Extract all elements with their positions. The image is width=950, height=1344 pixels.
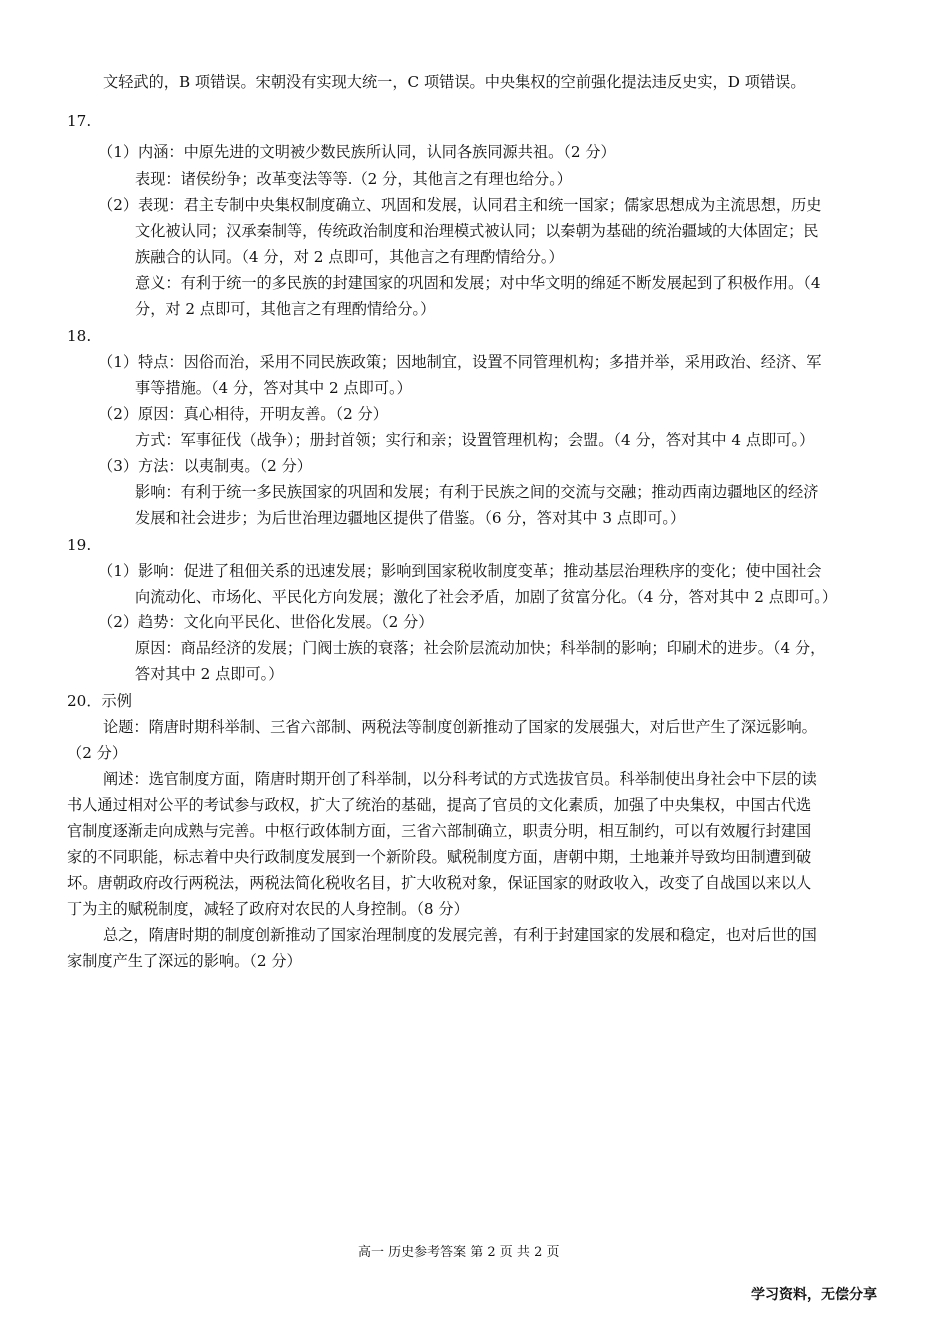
page-footer: 高一 历史参考答案 第 2 页 共 2 页 (358, 1245, 560, 1260)
text-line: 分，对 2 点即可，其他言之有理酌情给分。） (135, 300, 436, 318)
text-line: （2）表现：君主专制中央集权制度确立、巩固和发展，认同君主和统一国家；儒家思想成为主流思想，历史 (98, 196, 822, 214)
text-line: 丁为主的赋税制度，减轻了政府对农民的人身控制。（8 分） (67, 900, 469, 918)
text-line: （1）特点：因俗而治，采用不同民族政策；因地制宜，设置不同管理机构；多措并举，采用政治、经济、军 (98, 353, 822, 371)
text-line: 原因：商品经济的发展；门阀士族的衰落；社会阶层流动加快；科举制的影响；印刷术的进步。（4 分， (135, 639, 826, 657)
text-line: 总之，隋唐时期的制度创新推动了国家治理制度的发展完善，有利于封建国家的发展和稳定，也对后世的国 (103, 926, 817, 944)
text-line: 向流动化、市场化、平民化方向发展；激化了社会矛盾，加剧了贫富分化。（4 分，答对其中 2 点即可。） (135, 588, 838, 606)
text-line: 坏。唐朝政府改行两税法，两税法简化税收名目，扩大收税对象，保证国家的财政收入，改变了自战国以来以人 (67, 874, 812, 892)
question-number-20: 20．示例 (67, 692, 132, 710)
text-line: 族融合的认同。（4 分，对 2 点即可，其他言之有理酌情给分。） (135, 248, 564, 266)
text-line: 意义：有利于统一的多民族的封建国家的巩固和发展；对中华文明的绵延不断发展起到了积极作用。（4 (135, 274, 821, 292)
text-line: 影响：有利于统一多民族国家的巩固和发展；有利于民族之间的交流与交融；推动西南边疆地区的经济 (135, 483, 819, 501)
text-line: 文化被认同；汉承秦制等，传统政治制度和治理模式被认同；以秦朝为基础的统治疆域的大体固定；民 (135, 222, 819, 240)
text-line: 发展和社会进步；为后世治理边疆地区提供了借鉴。（6 分，答对其中 3 点即可。） (135, 509, 686, 527)
text-line: 论题：隋唐时期科举制、三省六部制、两税法等制度创新推动了国家的发展强大，对后世产生了深远影响。 (103, 718, 817, 736)
question-number-18: 18. (67, 327, 92, 345)
text-line: 事等措施。（4 分，答对其中 2 点即可。） (135, 379, 412, 397)
text-line: 家的不同职能，标志着中央行政制度发展到一个新阶段。赋税制度方面，唐朝中期，土地兼并导致均田制遭到破 (67, 848, 812, 866)
text-line: （3）方法：以夷制夷。（2 分） (98, 457, 312, 475)
watermark: 学习资料，无偿分享 (751, 1287, 877, 1303)
text-line: 书人通过相对公平的考试参与政权，扩大了统治的基础，提高了官员的文化素质，加强了中央集权，中国古代选 (67, 796, 812, 814)
text-line: 文轻武的，B 项错误。宋朝没有实现大统一，C 项错误。中央集权的空前强化提法违反史实，D 项错误。 (103, 73, 806, 91)
question-number-17: 17. (67, 112, 92, 130)
text-line: 方式：军事征伐（战争）；册封首领；实行和亲；设置管理机构；会盟。（4 分，答对其中 4 点即可。） (135, 431, 815, 449)
text-line: 答对其中 2 点即可。） (135, 665, 284, 683)
text-line: 表现：诸侯纷争；改革变法等等.（2 分，其他言之有理也给分。） (135, 170, 572, 188)
text-line: 阐述：选官制度方面，隋唐时期开创了科举制，以分科考试的方式选拔官员。科举制使出身社会中下层的读 (103, 770, 817, 788)
text-line: （2 分） (67, 744, 128, 762)
text-line: （1）影响：促进了租佃关系的迅速发展；影响到国家税收制度变革；推动基层治理秩序的变化；使中国社会 (98, 562, 822, 580)
text-line: 官制度逐渐走向成熟与完善。中枢行政体制方面，三省六部制确立，职责分明，相互制约，可以有效履行封建国 (67, 822, 812, 840)
text-line: （2）趋势：文化向平民化、世俗化发展。（2 分） (98, 613, 434, 631)
question-number-19: 19. (67, 536, 92, 554)
text-line: 家制度产生了深远的影响。（2 分） (67, 952, 302, 970)
text-line: （2）原因：真心相待，开明友善。（2 分） (98, 405, 388, 423)
text-line: （1）内涵：中原先进的文明被少数民族所认同，认同各族同源共祖。（2 分） (98, 143, 616, 161)
